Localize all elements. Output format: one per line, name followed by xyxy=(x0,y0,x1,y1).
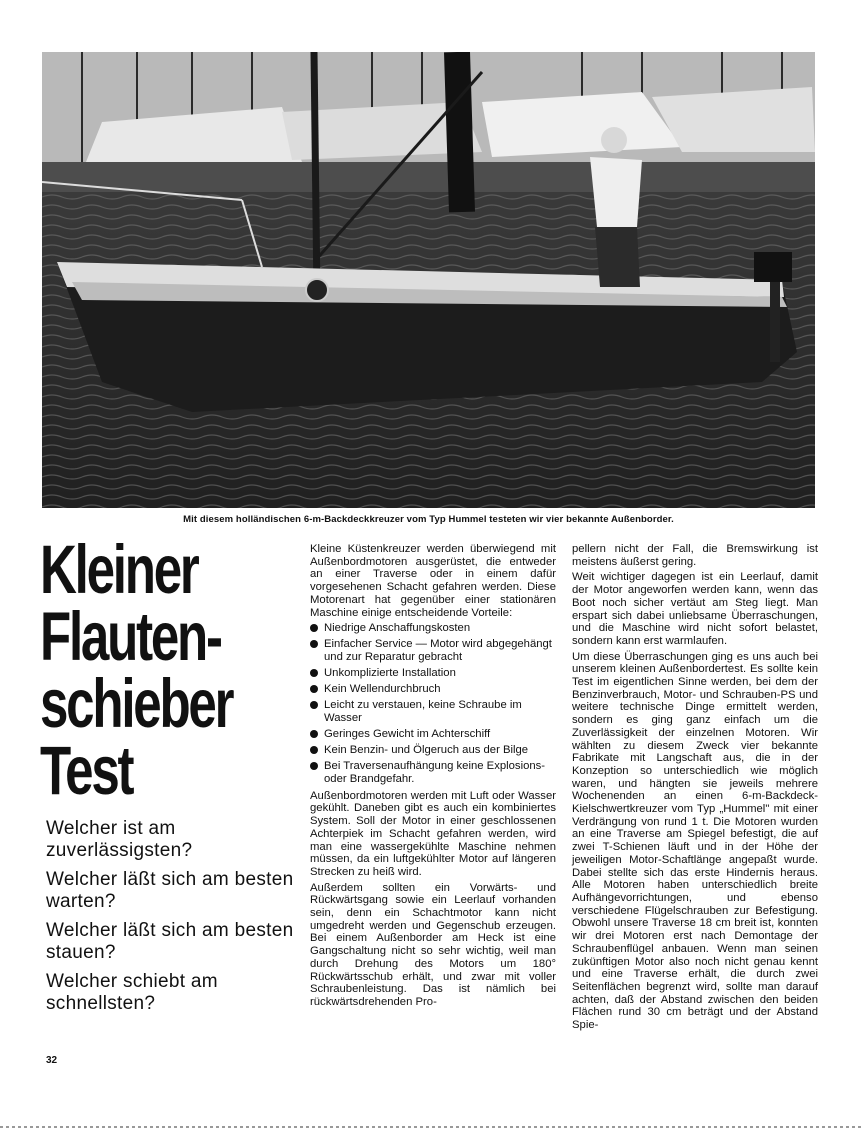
boat-photo xyxy=(42,52,815,508)
bullet-icon xyxy=(310,730,318,738)
sailboat-harbor-image xyxy=(42,52,815,508)
list-item xyxy=(310,760,556,785)
paragraph: Außerdem sollten ein Vorwärts- und Rückwärtsgang sowie ein Leerlauf vorhanden sein, denn ein Schachtmotor kann nicht umgedreht werden und Gegenschub erzeugen. Bei einem Außenborder am Heck ist eine Gangschaltung nicht so sehr wichtig, weil man durch Drehung des Motors um 180° Rückwärtsschub erhält, und zwar mit voller Schraubenleistung. Das ist nämlich bei rückwärtsdrehenden Pro- xyxy=(310,881,556,1008)
headline-line: schieber xyxy=(40,665,233,742)
list-item xyxy=(310,699,556,724)
question: Welcher ist am zuverlässigsten? xyxy=(46,818,193,861)
question: Welcher läßt sich am besten stauen? xyxy=(46,920,294,963)
question: Welcher schiebt am schnellsten? xyxy=(46,971,218,1014)
paragraph: Kleine Küstenkreuzer werden überwiegend mit Außenbordmotoren ausgerüstet, die entweder an einer Traverse oder in einem dafür vorgesehenen Schacht gefahren werden. Diese Motorenart hat gegenüber einer stationären Maschine einige entscheidende Vorteile: xyxy=(310,543,556,619)
list-item-text: Kein Wellendurchbruch xyxy=(324,683,441,696)
list-item-text: Bei Traversenaufhängung keine Explosions- oder Brandgefahr. xyxy=(324,760,546,785)
headline-line: Flauten- xyxy=(40,598,221,675)
bullet-icon xyxy=(310,685,318,693)
list-item xyxy=(310,683,556,696)
list-item-text: Geringes Gewicht im Achterschiff xyxy=(324,728,491,741)
question-list xyxy=(46,818,296,1022)
headline-line: Kleiner xyxy=(40,531,198,608)
paragraph: Um diese Überraschungen ging es uns auch bei unserem kleinen Außenbordertest. Es sollte kein Test im eigentlichen Sinne werden, bei dem der Benzinverbrauch, Motor- und Schrauben-PS und weitere technische Dinge ermittelt werden, sondern es ging ganz einfach um die Zuverlässigkeit der einzelnen Motoren. Wir wählten zu diesem Zweck vier bekannte Fabrikate mit Langschaft aus, die in der Konzeption so unterschiedlich wie möglich waren, und hängten sie jeweils mehrere Wochenenden an einen 6-m-Backdeck-Kielschwertkreuzer vom Typ „Hummel" mit einer Verdrängung von rund 1 t. Die Motoren wurden an eine Traverse am Spiegel befestigt, die auf zwei T-Schienen läuft und in der Höhe der jeweiligen Motor-Schaftlänge angepaßt wurde. Dabei stellte sich das erste Hindernis heraus. Alle Motoren haben unterschiedlich breite Aufhängevorrichtungen, und ebenso verschiedene Flügelschrauben zur Befestigung. Obwohl unsere Traverse 18 cm breit ist, konnten wir drei Motoren erst nach Demontage der Schraubenflügel anbauen. Wenn man seinen zukünftigen Motor also noch nicht genau kennt und eine Traverse erhält, die durch zwei Seitenflächen begrenzt wird, sollte man darauf achten, daß der Abstand zwischen den beiden Flächen rund 30 cm beträgt und der Abstand Spie- xyxy=(572,650,818,1032)
bullet-icon xyxy=(310,746,318,754)
list-item xyxy=(310,622,556,635)
list-item xyxy=(310,728,556,741)
bullet-icon xyxy=(310,624,318,632)
bullet-icon xyxy=(310,762,318,770)
list-item-text: Einfacher Service — Motor wird abgegehängt und zur Reparatur gebracht xyxy=(324,638,552,664)
page-number: 32 xyxy=(46,1055,58,1066)
headline-line: Test xyxy=(40,732,133,809)
article-headline xyxy=(40,531,233,809)
list-item xyxy=(310,667,556,680)
list-item-text: Leicht zu verstauen, keine Schraube im Wasser xyxy=(324,699,522,724)
page-bottom-rule xyxy=(0,1126,864,1128)
bullet-icon xyxy=(310,669,318,677)
bullet-icon xyxy=(310,640,318,648)
list-item-text: Kein Benzin- und Ölgeruch aus der Bilge xyxy=(324,744,529,757)
paragraph: pellern nicht der Fall, die Bremswirkung ist meistens äußerst gering. xyxy=(572,543,818,568)
photo-caption: Mit diesem holländischen 6-m-Backdeckkreuzer vom Typ Hummel testeten wir vier bekannte Außenborder. xyxy=(183,514,674,525)
list-item-text: Niedrige Anschaffungskosten xyxy=(324,622,471,635)
question: Welcher läßt sich am besten warten? xyxy=(46,869,294,912)
list-item xyxy=(310,638,556,663)
list-item-text: Unkomplizierte Installation xyxy=(324,667,456,680)
advantages-list xyxy=(310,622,556,785)
paragraph: Weit wichtiger dagegen ist ein Leerlauf, damit der Motor angeworfen werden kann, wenn das Boot noch sicher vertäut am Steg liegt. Man erspart sich dabei unliebsame Überraschungen, und die Maschine wird nicht sofort belastet, sondern kann erst warmlaufen. xyxy=(572,571,818,647)
text-column-1 xyxy=(310,543,556,1012)
paragraph: Außenbordmotoren werden mit Luft oder Wasser gekühlt. Daneben gibt es auch ein kombiniertes System. Soll der Motor in einer geschlossenen Achterpiek im Schacht gefahren werden, wird man eine wassergekühlte Maschine nehmen müssen, da ein luftgekühlter Motor auf längeren Strecken zu heiß wird. xyxy=(310,789,556,878)
text-column-2 xyxy=(572,543,818,1035)
list-item xyxy=(310,744,556,757)
bullet-icon xyxy=(310,701,318,709)
